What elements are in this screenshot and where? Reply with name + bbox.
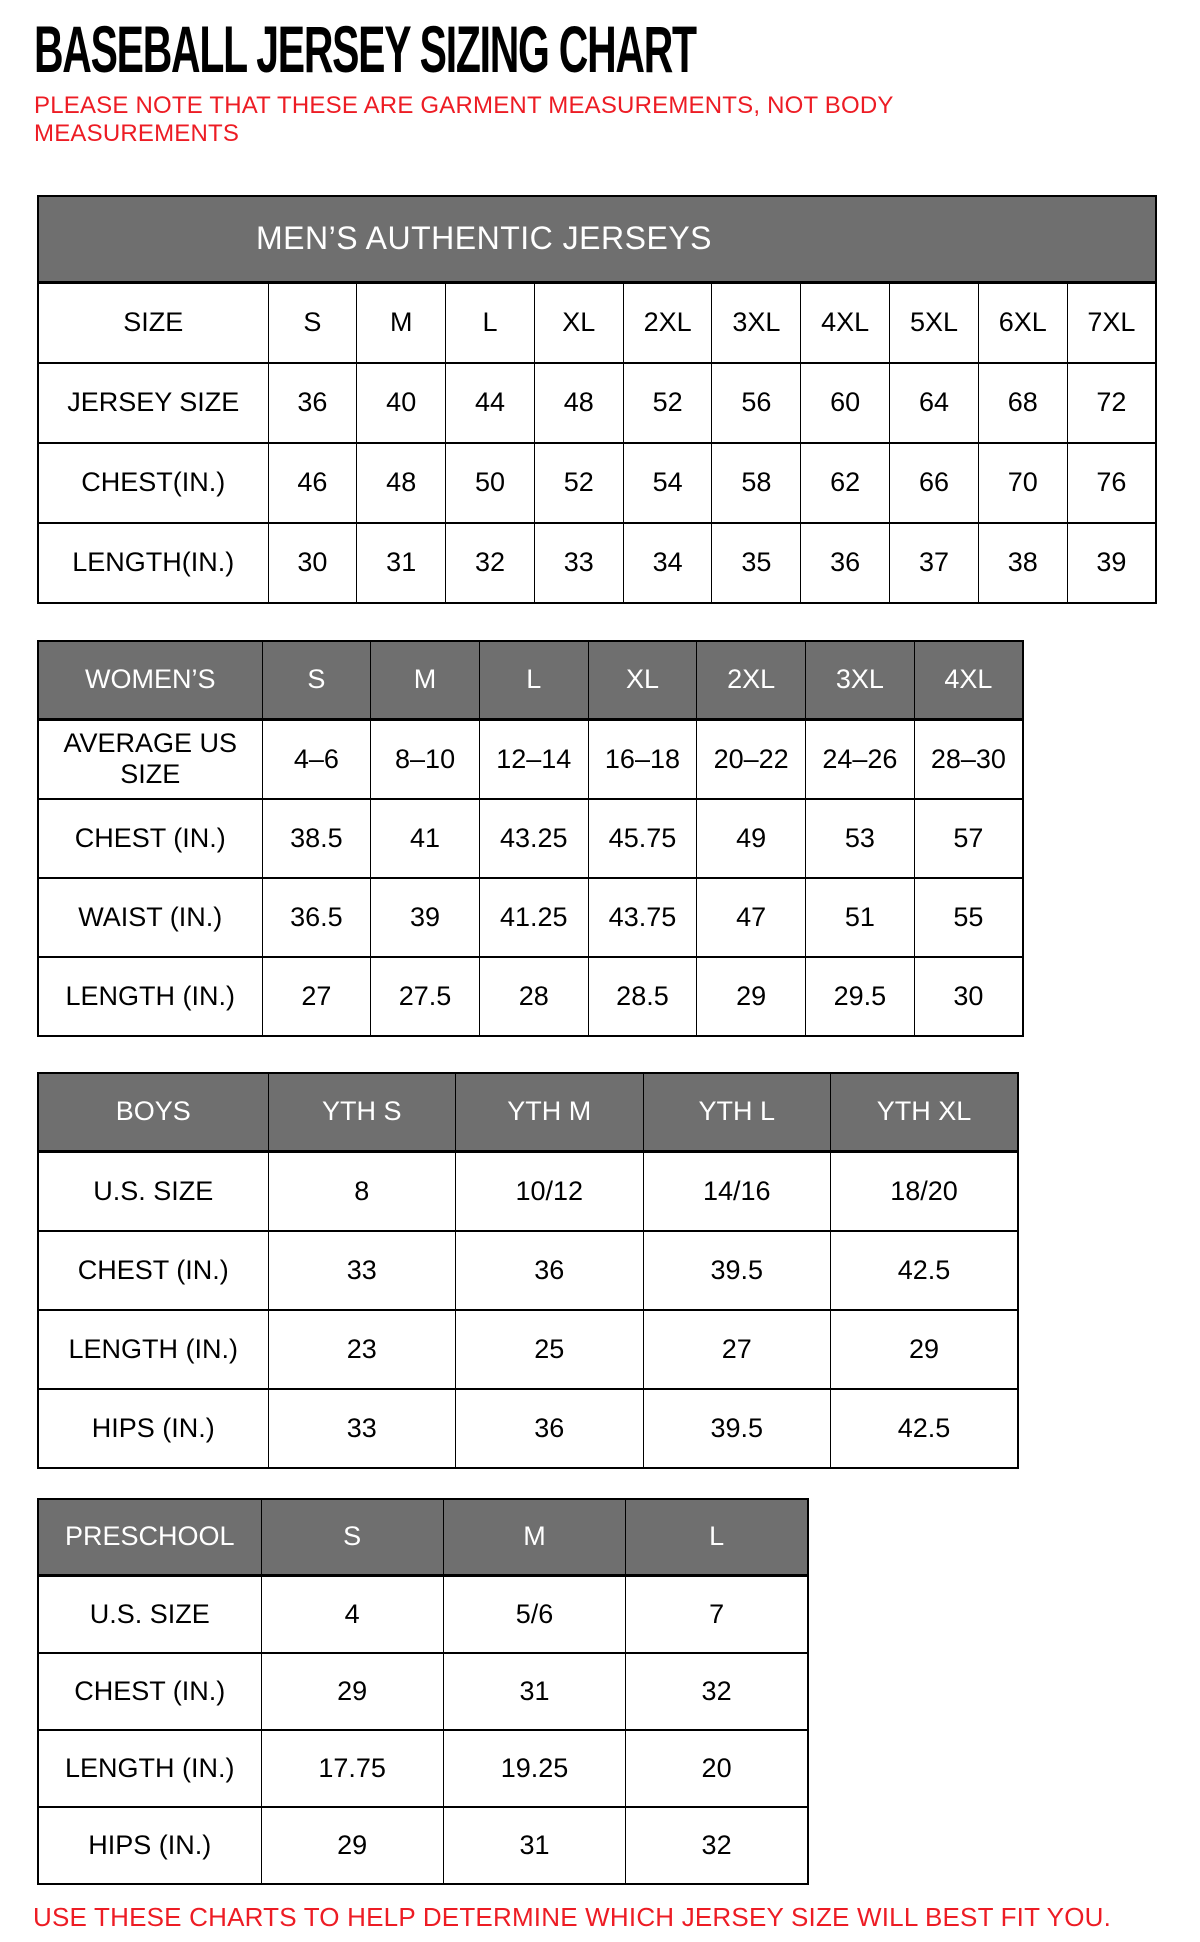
preschool-header-row (38, 1499, 808, 1576)
womens-row (38, 878, 1023, 957)
boys-column-header: YTH M (456, 1073, 644, 1152)
boys-row (38, 1389, 1018, 1468)
womens-data-cell: 38.5 (262, 799, 371, 878)
mens-data-cell: 36 (268, 363, 357, 443)
preschool-row-label: CHEST (IN.) (38, 1653, 261, 1730)
mens-data-cell: 35 (712, 523, 801, 603)
mens-data-cell: 48 (357, 443, 446, 523)
boys-data-cell: 36 (456, 1389, 644, 1468)
mens-authentic-jerseys-table (37, 195, 1157, 604)
womens-row-label: AVERAGE US SIZE (38, 720, 262, 799)
womens-sizing-table (37, 640, 1024, 1037)
preschool-row (38, 1576, 808, 1653)
mens-row-label: CHEST(IN.) (38, 443, 268, 523)
boys-row-label: CHEST (IN.) (38, 1231, 268, 1310)
womens-data-cell: 8–10 (371, 720, 480, 799)
boys-data-cell: 42.5 (831, 1231, 1019, 1310)
mens-data-cell: 64 (890, 363, 979, 443)
mens-banner-title: MEN’S AUTHENTIC JERSEYS (38, 196, 1156, 283)
womens-data-cell: 24–26 (806, 720, 915, 799)
fit-guidance-note: USE THESE CHARTS TO HELP DETERMINE WHICH JERSEY SIZE WILL BEST FIT YOU. (33, 1901, 1112, 1932)
preschool-data-cell: 7 (626, 1576, 808, 1653)
womens-data-cell: 29.5 (806, 957, 915, 1036)
preschool-row-label: U.S. SIZE (38, 1576, 261, 1653)
womens-row (38, 799, 1023, 878)
mens-data-cell: 50 (446, 443, 535, 523)
mens-data-cell: 46 (268, 443, 357, 523)
garment-measurements-note: PLEASE NOTE THAT THESE ARE GARMENT MEASUREMENTS, NOT BODY MEASUREMENTS (34, 92, 894, 148)
boys-data-cell: 39.5 (643, 1389, 831, 1468)
mens-data-cell: 72 (1067, 363, 1156, 443)
boys-data-cell: 42.5 (831, 1389, 1019, 1468)
womens-column-header: XL (588, 641, 697, 720)
preschool-data-cell: 17.75 (261, 1730, 443, 1807)
mens-data-cell: 52 (623, 363, 712, 443)
mens-data-cell: 62 (801, 443, 890, 523)
mens-data-cell: 76 (1067, 443, 1156, 523)
preschool-row (38, 1807, 808, 1884)
mens-data-cell: S (268, 283, 357, 363)
boys-data-cell: 36 (456, 1231, 644, 1310)
mens-data-cell: 2XL (623, 283, 712, 363)
womens-column-header: L (479, 641, 588, 720)
boys-sizing-table (37, 1072, 1019, 1469)
mens-row (38, 363, 1156, 443)
womens-data-cell: 28–30 (914, 720, 1023, 799)
womens-data-cell: 4–6 (262, 720, 371, 799)
womens-row-label: CHEST (IN.) (38, 799, 262, 878)
womens-row-label: WAIST (IN.) (38, 878, 262, 957)
boys-row-label: HIPS (IN.) (38, 1389, 268, 1468)
womens-column-header: M (371, 641, 480, 720)
preschool-data-cell: 4 (261, 1576, 443, 1653)
mens-data-cell: 44 (446, 363, 535, 443)
preschool-row-label: HIPS (IN.) (38, 1807, 261, 1884)
boys-header-row (38, 1073, 1018, 1152)
womens-column-header: 2XL (697, 641, 806, 720)
womens-data-cell: 55 (914, 878, 1023, 957)
boys-row-label: U.S. SIZE (38, 1152, 268, 1231)
mens-data-cell: L (446, 283, 535, 363)
boys-row (38, 1310, 1018, 1389)
preschool-data-cell: 31 (443, 1653, 625, 1730)
womens-data-cell: 12–14 (479, 720, 588, 799)
boys-column-header: YTH L (643, 1073, 831, 1152)
preschool-data-cell: 5/6 (443, 1576, 625, 1653)
boys-data-cell: 33 (268, 1231, 456, 1310)
mens-data-cell: 48 (534, 363, 623, 443)
womens-data-cell: 41 (371, 799, 480, 878)
preschool-data-cell: 29 (261, 1653, 443, 1730)
womens-row-label: LENGTH (IN.) (38, 957, 262, 1036)
boys-data-cell: 27 (643, 1310, 831, 1389)
mens-data-cell: 36 (801, 523, 890, 603)
boys-row (38, 1152, 1018, 1231)
preschool-row (38, 1730, 808, 1807)
mens-data-cell: 70 (978, 443, 1067, 523)
mens-data-cell: 52 (534, 443, 623, 523)
womens-data-cell: 39 (371, 878, 480, 957)
boys-row (38, 1231, 1018, 1310)
mens-data-cell: 5XL (890, 283, 979, 363)
womens-column-header: 4XL (914, 641, 1023, 720)
mens-banner-row (38, 196, 1156, 283)
boys-table-label: BOYS (38, 1073, 268, 1152)
boys-column-header: YTH S (268, 1073, 456, 1152)
mens-row (38, 443, 1156, 523)
mens-data-cell: XL (534, 283, 623, 363)
mens-row-label: LENGTH(IN.) (38, 523, 268, 603)
womens-data-cell: 20–22 (697, 720, 806, 799)
womens-row (38, 957, 1023, 1036)
boys-data-cell: 33 (268, 1389, 456, 1468)
mens-data-cell: 39 (1067, 523, 1156, 603)
mens-data-cell: 32 (446, 523, 535, 603)
womens-data-cell: 45.75 (588, 799, 697, 878)
mens-data-cell: 68 (978, 363, 1067, 443)
womens-data-cell: 43.25 (479, 799, 588, 878)
mens-data-cell: 3XL (712, 283, 801, 363)
womens-data-cell: 30 (914, 957, 1023, 1036)
mens-data-cell: 58 (712, 443, 801, 523)
womens-data-cell: 41.25 (479, 878, 588, 957)
mens-data-cell: 66 (890, 443, 979, 523)
mens-data-cell: 37 (890, 523, 979, 603)
mens-data-cell: 54 (623, 443, 712, 523)
womens-data-cell: 47 (697, 878, 806, 957)
boys-column-header: YTH XL (831, 1073, 1019, 1152)
womens-data-cell: 53 (806, 799, 915, 878)
preschool-data-cell: 31 (443, 1807, 625, 1884)
womens-table-label: WOMEN’S (38, 641, 262, 720)
womens-data-cell: 51 (806, 878, 915, 957)
preschool-data-cell: 32 (626, 1653, 808, 1730)
boys-data-cell: 8 (268, 1152, 456, 1231)
mens-data-cell: 30 (268, 523, 357, 603)
mens-row (38, 283, 1156, 363)
mens-row (38, 523, 1156, 603)
preschool-data-cell: 29 (261, 1807, 443, 1884)
boys-data-cell: 25 (456, 1310, 644, 1389)
mens-row-label: SIZE (38, 283, 268, 363)
preschool-data-cell: 32 (626, 1807, 808, 1884)
mens-data-cell: 38 (978, 523, 1067, 603)
preschool-row-label: LENGTH (IN.) (38, 1730, 261, 1807)
mens-data-cell: M (357, 283, 446, 363)
preschool-column-header: L (626, 1499, 808, 1576)
boys-data-cell: 39.5 (643, 1231, 831, 1310)
preschool-data-cell: 20 (626, 1730, 808, 1807)
womens-data-cell: 27 (262, 957, 371, 1036)
womens-data-cell: 16–18 (588, 720, 697, 799)
mens-data-cell: 4XL (801, 283, 890, 363)
womens-column-header: S (262, 641, 371, 720)
preschool-row (38, 1653, 808, 1730)
preschool-data-cell: 19.25 (443, 1730, 625, 1807)
mens-data-cell: 40 (357, 363, 446, 443)
mens-data-cell: 60 (801, 363, 890, 443)
boys-data-cell: 14/16 (643, 1152, 831, 1231)
page-title: BASEBALL JERSEY SIZING CHART (34, 12, 696, 86)
womens-data-cell: 27.5 (371, 957, 480, 1036)
womens-row (38, 720, 1023, 799)
boys-data-cell: 10/12 (456, 1152, 644, 1231)
womens-header-row (38, 641, 1023, 720)
womens-data-cell: 28 (479, 957, 588, 1036)
womens-data-cell: 29 (697, 957, 806, 1036)
preschool-table-label: PRESCHOOL (38, 1499, 261, 1576)
womens-data-cell: 28.5 (588, 957, 697, 1036)
preschool-column-header: M (443, 1499, 625, 1576)
mens-data-cell: 31 (357, 523, 446, 603)
womens-data-cell: 43.75 (588, 878, 697, 957)
boys-data-cell: 29 (831, 1310, 1019, 1389)
mens-data-cell: 7XL (1067, 283, 1156, 363)
mens-row-label: JERSEY SIZE (38, 363, 268, 443)
mens-data-cell: 34 (623, 523, 712, 603)
boys-data-cell: 18/20 (831, 1152, 1019, 1231)
mens-data-cell: 33 (534, 523, 623, 603)
mens-data-cell: 6XL (978, 283, 1067, 363)
boys-row-label: LENGTH (IN.) (38, 1310, 268, 1389)
womens-column-header: 3XL (806, 641, 915, 720)
mens-data-cell: 56 (712, 363, 801, 443)
womens-data-cell: 36.5 (262, 878, 371, 957)
preschool-sizing-table (37, 1498, 809, 1885)
womens-data-cell: 49 (697, 799, 806, 878)
boys-data-cell: 23 (268, 1310, 456, 1389)
womens-data-cell: 57 (914, 799, 1023, 878)
preschool-column-header: S (261, 1499, 443, 1576)
